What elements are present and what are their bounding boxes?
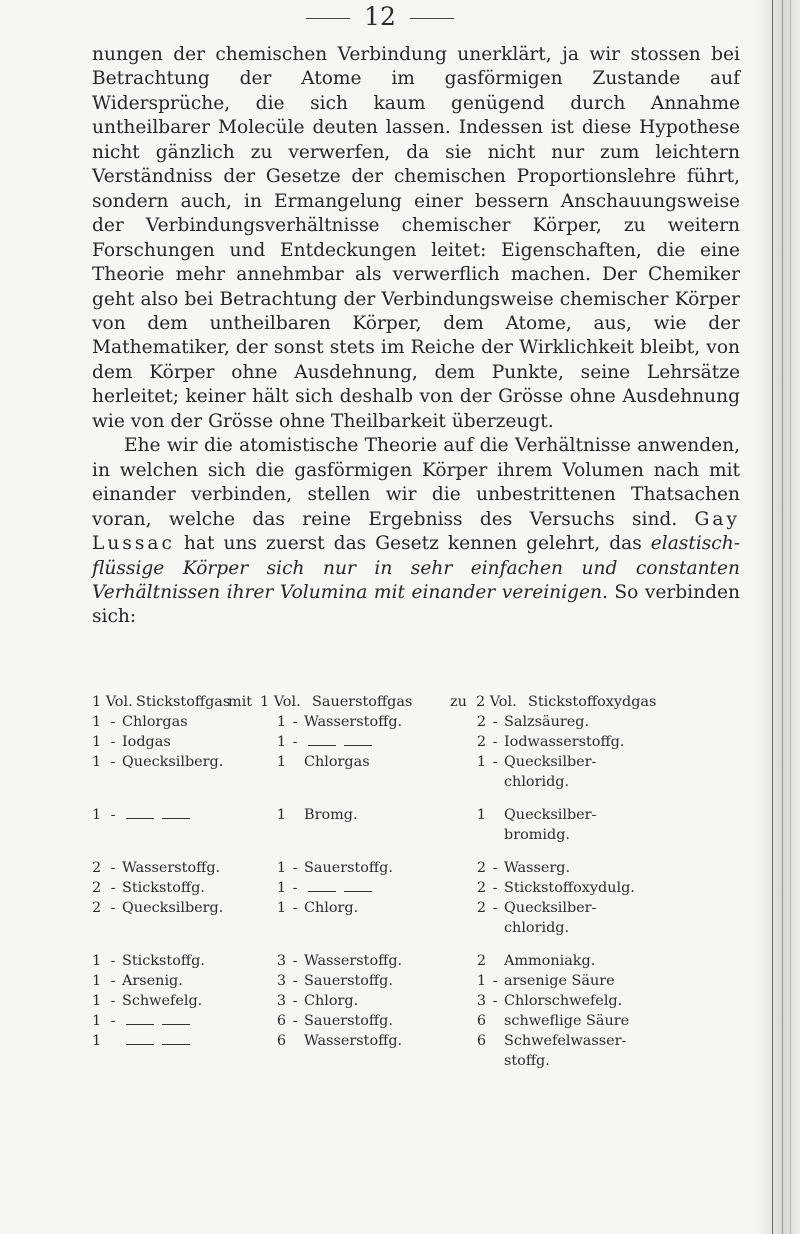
volume-2: 3 xyxy=(276,953,286,969)
volume-3: 6 xyxy=(476,1013,486,1029)
table-header-row xyxy=(92,694,752,714)
table-row xyxy=(92,920,752,940)
volume-3: 2 xyxy=(476,880,486,896)
volume-1: 1 xyxy=(92,953,102,969)
product-gas: stoffg. xyxy=(504,1053,550,1069)
gas-2: Sauerstoffg. xyxy=(304,973,393,989)
page-number: 12 xyxy=(364,2,396,31)
gas-2 xyxy=(304,734,374,750)
page-header xyxy=(0,2,760,31)
volume-2: 1 xyxy=(276,754,286,770)
ditto-mark: - xyxy=(492,754,498,770)
volume-1: 1 xyxy=(92,754,102,770)
volume-2: 6 xyxy=(276,1033,286,1049)
gas-1: Quecksilberg. xyxy=(122,754,224,770)
product-gas: chloridg. xyxy=(504,920,570,936)
ditto-mark: - xyxy=(492,714,498,730)
volume-2: 1 xyxy=(276,714,286,730)
table-row xyxy=(92,973,752,993)
product-gas: Schwefelwasser- xyxy=(504,1033,627,1049)
gas-2: Sauerstoffg. xyxy=(304,1013,393,1029)
gas-2: Wasserstoffg. xyxy=(304,714,403,730)
ditto-mark: - xyxy=(110,714,116,730)
table-row xyxy=(92,734,752,754)
gas-1 xyxy=(122,807,192,823)
table-row xyxy=(92,880,752,900)
volume-3: 3 xyxy=(476,993,486,1009)
text-span: hat uns zuerst das Gesetz kennen gelehrt, das xyxy=(183,533,642,555)
header-gas-3: Stickstoffoxydgas xyxy=(528,694,657,710)
ditto-mark: - xyxy=(292,1013,298,1029)
volume-2: 1 xyxy=(276,860,286,876)
product-gas: bromidg. xyxy=(504,827,571,843)
volume-1: 1 xyxy=(92,1013,102,1029)
ditto-mark: - xyxy=(292,973,298,989)
table-row xyxy=(92,1033,752,1053)
gas-1: Wasserstoffg. xyxy=(122,860,221,876)
volume-3: 6 xyxy=(476,1033,486,1049)
header-mit: mit xyxy=(228,694,253,710)
volume-1: 2 xyxy=(92,860,102,876)
ditto-mark: - xyxy=(292,734,298,750)
gutter-edge-line xyxy=(782,0,783,1234)
text-span: So verbinden sich: xyxy=(92,581,740,628)
gas-1: Arsenig. xyxy=(122,973,183,989)
ditto-mark: - xyxy=(110,880,116,896)
ditto-mark: - xyxy=(492,860,498,876)
volume-2: 3 xyxy=(276,973,286,989)
ditto-mark: - xyxy=(492,973,498,989)
ditto-mark: - xyxy=(110,807,116,823)
paragraph xyxy=(92,434,740,630)
gas-2: Chlorg. xyxy=(304,993,359,1009)
header-gas-1: Stickstoffgas xyxy=(136,694,231,710)
ditto-mark: - xyxy=(110,734,116,750)
product-gas: chloridg. xyxy=(504,774,570,790)
ditto-dashes xyxy=(122,1035,192,1045)
ditto-mark: - xyxy=(110,973,116,989)
volume-2: 3 xyxy=(276,993,286,1009)
volume-3: 2 xyxy=(476,734,486,750)
ditto-mark: - xyxy=(110,900,116,916)
paragraph: nungen der chemischen Verbindung unerklärt, ja wir stossen bei Betrachtung der Atome im gasförmigen Zustande auf Widersprüche, die sich kaum genügend durch Annahme untheilbarer Molecüle deuten lassen. Indessen ist diese Hypothese nicht gänzlich zu verwerfen, da sie nicht nur zum leichtern Verständniss der Gesetze der chemischen Proportionslehre führt, sondern auch, in Ermangelung einer bessern Anschauungsweise der Verbindungsverhältnisse chemischer Körper, zu weitern Forschungen und Entdeckungen leitet: Eigenschaften, die eine Theorie mehr annehmbar als verwerflich machen. Der Chemiker geht also bei Betrachtung der Verbindungsweise chemischer Körper von dem untheilbaren Körper, dem Atome, aus, wie der Mathematiker, der sonst stets im Reiche der Wirklichkeit bleibt, von dem Körper ohne Ausdehnung, dem Punkte, seine Lehrsätze herleitet; keiner hält sich deshalb von der Grösse ohne Ausdehnung wie von der Grösse ohne Theilbarkeit überzeugt. xyxy=(92,44,740,432)
volume-2: 1 xyxy=(276,734,286,750)
volume-2: 1 xyxy=(276,807,286,823)
gas-1: Iodgas xyxy=(122,734,171,750)
product-gas: schweflige Säure xyxy=(504,1013,630,1029)
table-row xyxy=(92,860,752,880)
ditto-mark: - xyxy=(492,880,498,896)
ditto-mark: - xyxy=(492,900,498,916)
volume-3: 1 xyxy=(476,754,486,770)
body-text xyxy=(92,43,740,630)
ditto-mark: - xyxy=(110,953,116,969)
gas-1: Stickstoffg. xyxy=(122,880,205,896)
ditto-mark: - xyxy=(292,993,298,1009)
gas-1: Schwefelg. xyxy=(122,993,203,1009)
volume-1: 1 xyxy=(92,973,102,989)
product-gas: Quecksilber- xyxy=(504,807,597,823)
table-row xyxy=(92,900,752,920)
table-row xyxy=(92,774,752,794)
header-volume-1: 1 Vol. xyxy=(92,694,133,710)
gas-2: Chlorg. xyxy=(304,900,359,916)
ditto-mark: - xyxy=(292,953,298,969)
volume-3: 2 xyxy=(476,714,486,730)
product-gas: Chlorschwefelg. xyxy=(504,993,623,1009)
gutter-edge-line xyxy=(790,0,791,1234)
volume-1: 2 xyxy=(92,900,102,916)
table-row xyxy=(92,993,752,1013)
ditto-mark: - xyxy=(292,900,298,916)
gas-1: Stickstoffg. xyxy=(122,953,205,969)
table-row xyxy=(92,1053,752,1073)
header-gas-2: Sauerstoffgas xyxy=(312,694,413,710)
header-zu: zu xyxy=(450,694,467,710)
header-dash-right xyxy=(410,18,454,19)
product-gas: Wasserg. xyxy=(504,860,571,876)
ditto-mark: - xyxy=(292,860,298,876)
gas-1 xyxy=(122,1033,192,1049)
volume-3: 1 xyxy=(476,807,486,823)
table-row xyxy=(92,827,752,847)
ditto-mark: - xyxy=(110,754,116,770)
product-gas: Salzsäureg. xyxy=(504,714,590,730)
gas-1: Quecksilberg. xyxy=(122,900,224,916)
header-volume-2: 1 Vol. xyxy=(260,694,301,710)
italic-law-statement: elastisch-flüssige Körper sich nur in sehr einfachen und constanten Verhältnissen ihrer Volumina mit einander vereinigen. xyxy=(92,533,740,603)
table-row xyxy=(92,714,752,734)
table-row xyxy=(92,807,752,827)
volume-1: 1 xyxy=(92,734,102,750)
volume-2: 6 xyxy=(276,1013,286,1029)
product-gas: Ammoniakg. xyxy=(504,953,596,969)
product-gas: Quecksilber- xyxy=(504,754,597,770)
volume-1: 1 xyxy=(92,714,102,730)
table-row xyxy=(92,754,752,774)
gas-2: Wasserstoffg. xyxy=(304,953,403,969)
ditto-mark: - xyxy=(110,860,116,876)
volume-combination-table xyxy=(92,694,752,1073)
volume-1: 1 xyxy=(92,993,102,1009)
volume-3: 2 xyxy=(476,900,486,916)
volume-3: 2 xyxy=(476,953,486,969)
product-gas: Quecksilber- xyxy=(504,900,597,916)
volume-2: 1 xyxy=(276,900,286,916)
ditto-mark: - xyxy=(110,993,116,1009)
gas-2: Bromg. xyxy=(304,807,358,823)
ditto-dashes xyxy=(122,1015,192,1025)
gas-1: Chlorgas xyxy=(122,714,188,730)
product-gas: Iodwasserstoffg. xyxy=(504,734,625,750)
gas-2: Sauerstoffg. xyxy=(304,860,393,876)
gas-1 xyxy=(122,1013,192,1029)
volume-1: 2 xyxy=(92,880,102,896)
ditto-dashes xyxy=(304,882,374,892)
volume-2: 1 xyxy=(276,880,286,896)
table-row xyxy=(92,953,752,973)
volume-3: 1 xyxy=(476,973,486,989)
table-row xyxy=(92,1013,752,1033)
volume-3: 2 xyxy=(476,860,486,876)
ditto-dashes xyxy=(122,809,192,819)
gutter-edge-line xyxy=(772,0,773,1234)
product-gas: arsenige Säure xyxy=(504,973,615,989)
ditto-dashes xyxy=(304,736,374,746)
ditto-mark: - xyxy=(492,734,498,750)
book-gutter xyxy=(756,0,800,1234)
gas-2 xyxy=(304,880,374,896)
gas-2: Chlorgas xyxy=(304,754,370,770)
volume-1: 1 xyxy=(92,807,102,823)
gas-2: Wasserstoffg. xyxy=(304,1033,403,1049)
ditto-mark: - xyxy=(292,880,298,896)
header-volume-3: 2 Vol. xyxy=(476,694,517,710)
text-span: Ehe wir die atomistische Theorie auf die Verhältnisse anwenden, in welchen sich die gasförmigen Körper ihrem Volumen nach mit einander verbinden, stellen wir die unbestrittenen Thatsachen voran, welche das reine Ergebniss des Versuchs sind. xyxy=(92,435,740,530)
product-gas: Stickstoffoxydulg. xyxy=(504,880,635,896)
ditto-mark: - xyxy=(492,993,498,1009)
volume-1: 1 xyxy=(92,1033,102,1049)
ditto-mark: - xyxy=(292,714,298,730)
ditto-mark: - xyxy=(110,1013,116,1029)
header-dash-left xyxy=(306,18,350,19)
person-name: Gay Lussac xyxy=(92,508,740,555)
